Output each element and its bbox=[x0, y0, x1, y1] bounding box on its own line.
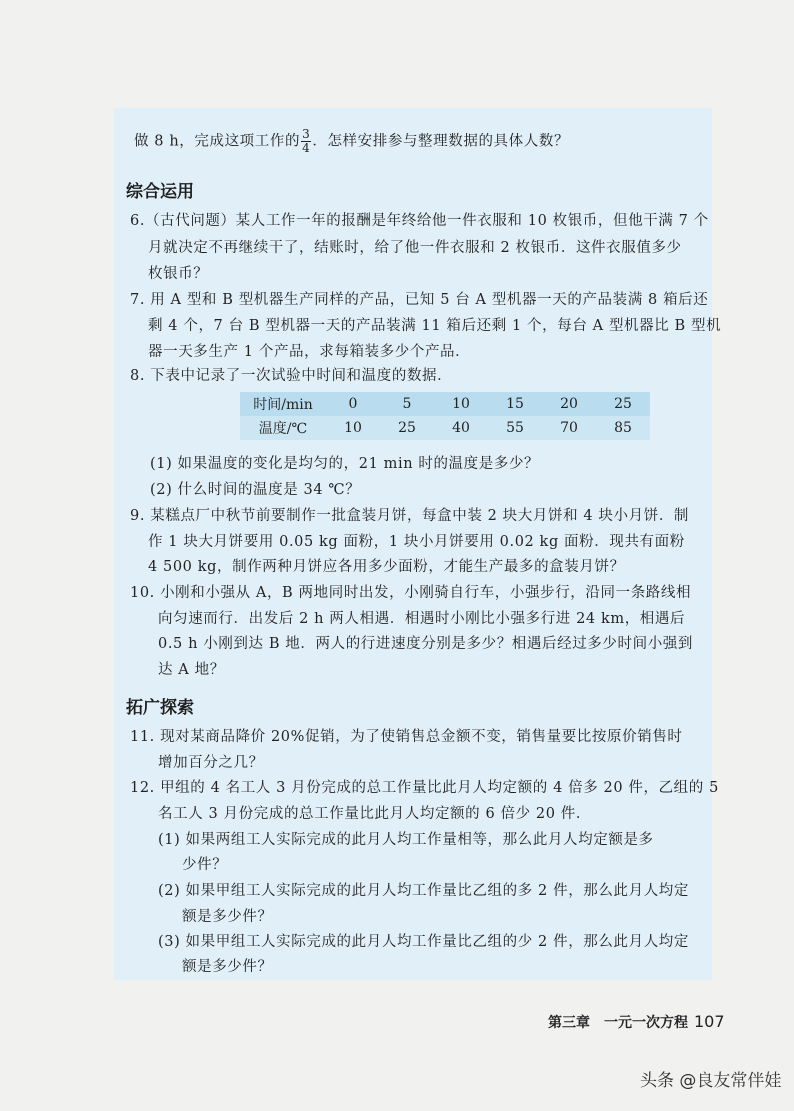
q9-line-1: 9. 某糕点厂中秋节前要制作一批盒装月饼，每盒中装 2 块大月饼和 4 块小月饼．制 bbox=[130, 508, 690, 524]
time-temperature-table bbox=[240, 392, 650, 440]
q12-line-2: 名工人 3 月份完成的总工作量比此月人均定额的 6 倍少 20 件． bbox=[158, 806, 591, 822]
q10-line-3: 0.5 h 小刚到达 B 地．两人的行进速度分别是多少？相遇后经过多少时间小强到 bbox=[158, 636, 693, 652]
intro-line bbox=[134, 128, 569, 155]
table-cell: 10 bbox=[326, 416, 380, 440]
intro-text-a: 做 8 h，完成这项工作的 bbox=[134, 133, 301, 150]
table-cell: 5 bbox=[380, 392, 434, 416]
q11-line-1: 11. 现对某商品降价 20%促销，为了使销售总金额不变，销售量要比按原价销售时 bbox=[130, 729, 683, 745]
q8-sub-2: (2) 什么时间的温度是 34 ℃？ bbox=[150, 482, 361, 498]
q12-sub-2-line-1: (2) 如果甲组工人实际完成的此月人均工作量比乙组的多 2 件，那么此月人均定 bbox=[158, 883, 689, 899]
q12-line-1: 12. 甲组的 4 名工人 3 月份完成的总工作量比此月人均定额的 4 倍多 20 件，乙组的 5 bbox=[130, 780, 719, 796]
fraction-denominator: 4 bbox=[302, 141, 311, 155]
table-cell: 25 bbox=[380, 416, 434, 440]
table-header-temperature: 温度/℃ bbox=[240, 416, 326, 440]
q11-line-2: 增加百分之几？ bbox=[158, 755, 264, 771]
q12-sub-1-line-2: 少件？ bbox=[182, 857, 228, 873]
q6-line-2: 月就决定不再继续干了，结账时，给了他一件衣服和 2 枚银币．这件衣服值多少 bbox=[148, 240, 682, 256]
q9-line-2: 作 1 块大月饼要用 0.05 kg 面粉，1 块小月饼要用 0.02 kg 面粉．现共有面粉 bbox=[148, 534, 685, 550]
q12-sub-2-line-2: 额是多少件？ bbox=[182, 909, 273, 925]
table-cell: 20 bbox=[542, 392, 596, 416]
chapter-title: 第三章 一元一次方程 bbox=[548, 1015, 688, 1031]
q10-line-2: 向匀速而行．出发后 2 h 两人相遇．相遇时小刚比小强多行进 24 km，相遇后 bbox=[158, 611, 686, 627]
q7-line-2: 剩 4 个，7 台 B 型机器一天的产品装满 11 箱后还剩 1 个，每台 A 型机器比 B 型机 bbox=[148, 318, 722, 334]
table-cell: 0 bbox=[326, 392, 380, 416]
table-cell: 40 bbox=[434, 416, 488, 440]
q7-line-1: 7. 用 A 型和 B 型机器生产同样的产品，已知 5 台 A 型机器一天的产品装满 8 箱后还 bbox=[130, 292, 709, 308]
q6-line-3: 枚银币？ bbox=[148, 266, 209, 282]
source-watermark: 头条 @良友常伴娃 bbox=[640, 1071, 782, 1091]
table-cell: 55 bbox=[488, 416, 542, 440]
section-heading-comprehensive: 综合运用 bbox=[126, 182, 194, 202]
q7-line-3: 器一天多生产 1 个产品，求每箱装多少个产品． bbox=[148, 344, 471, 360]
q8-line: 8. 下表中记录了一次试验中时间和温度的数据． bbox=[130, 368, 453, 384]
q12-sub-3-line-1: (3) 如果甲组工人实际完成的此月人均工作量比乙组的少 2 件，那么此月人均定 bbox=[158, 934, 689, 950]
q10-line-1: 10. 小刚和小强从 A，B 两地同时出发，小刚骑自行车，小强步行，沿同一条路线相 bbox=[130, 585, 692, 601]
q8-sub-1: (1) 如果温度的变化是均匀的，21 min 时的温度是多少？ bbox=[150, 456, 540, 472]
table-cell: 25 bbox=[596, 392, 650, 416]
fraction-numerator: 3 bbox=[302, 127, 311, 141]
page-footer bbox=[548, 1012, 725, 1032]
page-number: 107 bbox=[694, 1012, 725, 1031]
q9-line-3: 4 500 kg，制作两种月饼应各用多少面粉，才能生产最多的盒装月饼？ bbox=[148, 559, 625, 575]
q6-line-1: 6.（古代问题）某人工作一年的报酬是年终给他一件衣服和 10 枚银币，但他干满 7 个 bbox=[130, 213, 709, 229]
table-row-temperature bbox=[240, 416, 650, 440]
q12-sub-3-line-2: 额是多少件？ bbox=[182, 959, 273, 975]
table-cell: 70 bbox=[542, 416, 596, 440]
table-cell: 15 bbox=[488, 392, 542, 416]
q10-line-4: 达 A 地？ bbox=[158, 662, 225, 678]
q12-sub-1-line-1: (1) 如果两组工人实际完成的此月人均工作量相等，那么此月人均定额是多 bbox=[158, 832, 654, 848]
fraction bbox=[301, 128, 311, 155]
table-cell: 85 bbox=[596, 416, 650, 440]
table-header-time: 时间/min bbox=[240, 392, 326, 416]
table-cell: 10 bbox=[434, 392, 488, 416]
intro-text-b: ．怎样安排参与整理数据的具体人数？ bbox=[312, 133, 570, 150]
section-heading-extension: 拓广探索 bbox=[126, 698, 194, 718]
table-row-time bbox=[240, 392, 650, 416]
